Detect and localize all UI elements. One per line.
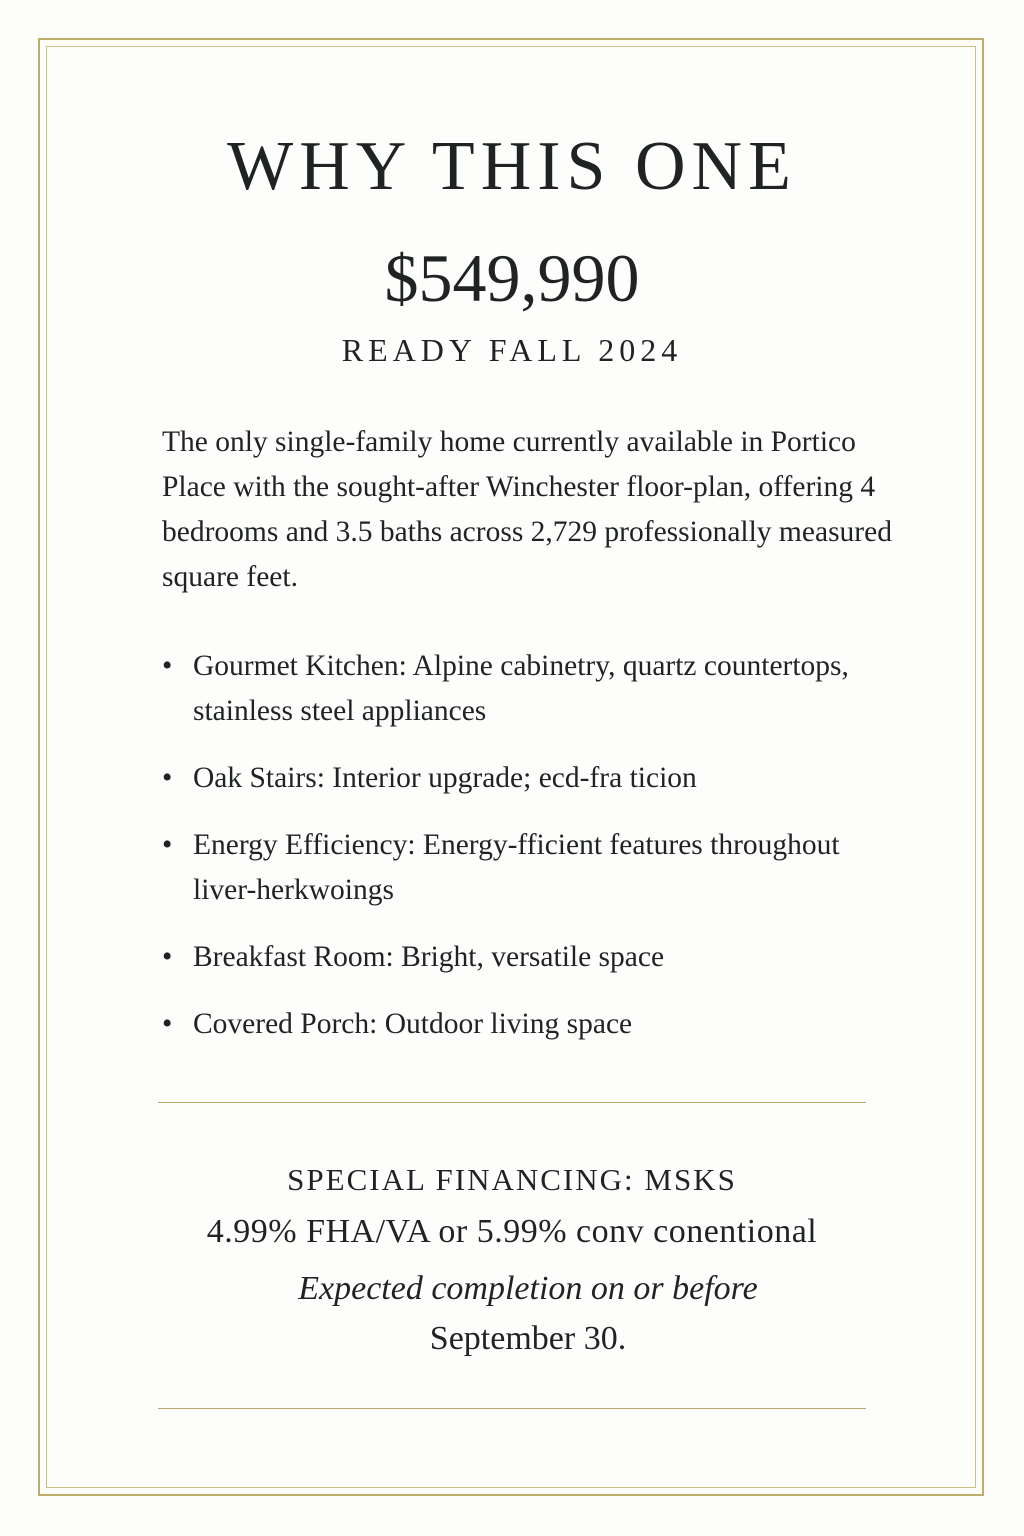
feature-name: Covered Porch: — [193, 1008, 378, 1040]
feature-detail: Bright, versatile space — [393, 941, 665, 973]
completion-note — [230, 1264, 826, 1364]
completion-date: September 30. — [429, 1320, 627, 1357]
feature-name: Breakfast Room: — [193, 941, 394, 973]
feature-detail: Energy-fficient features throughout liver-herkwoings — [193, 829, 840, 906]
bullet-icon: • — [162, 829, 173, 861]
feature-name: Gourmet Kitchen: — [193, 650, 407, 682]
feature-item-gourmet-kitchen — [162, 644, 872, 734]
completion-text: Expected completion on or before — [298, 1270, 758, 1307]
intro-paragraph: The only single-family home currently available in Portico Place with the sought-after Winchester floor-plan, offering 4 bedrooms and 3.5 baths across 2,729 professionally measured square feet. — [162, 426, 892, 593]
page-title: WHY THIS ONE — [227, 128, 797, 205]
feature-name: Energy Efficiency: — [193, 829, 416, 861]
bullet-icon: • — [162, 650, 173, 682]
bullet-icon: • — [162, 1008, 173, 1040]
feature-item-breakfast-room — [162, 935, 872, 980]
availability-date: READY FALL 2024 — [341, 332, 683, 368]
feature-item-oak-stairs — [162, 756, 872, 801]
feature-list — [162, 644, 872, 1069]
feature-detail: Interior upgrade; ecd-fra ticion — [324, 762, 697, 794]
financing-rates: 4.99% FHA/VA or 5.99% conv conentional — [206, 1213, 818, 1250]
bullet-icon: • — [162, 762, 173, 794]
feature-detail: Outdoor living space — [377, 1008, 633, 1040]
financing-label: SPECIAL FINANCING: MSKS — [287, 1162, 737, 1197]
bullet-icon: • — [162, 941, 173, 973]
feature-detail: Alpine cabinetry, quartz countertops, stainless steel appliances — [193, 650, 849, 727]
price: $549,990 — [384, 240, 640, 316]
divider-top — [158, 1102, 866, 1103]
feature-name: Oak Stairs: — [193, 762, 325, 794]
feature-item-covered-porch — [162, 1002, 872, 1047]
divider-bottom — [158, 1408, 866, 1409]
feature-item-energy-efficiency — [162, 823, 872, 913]
